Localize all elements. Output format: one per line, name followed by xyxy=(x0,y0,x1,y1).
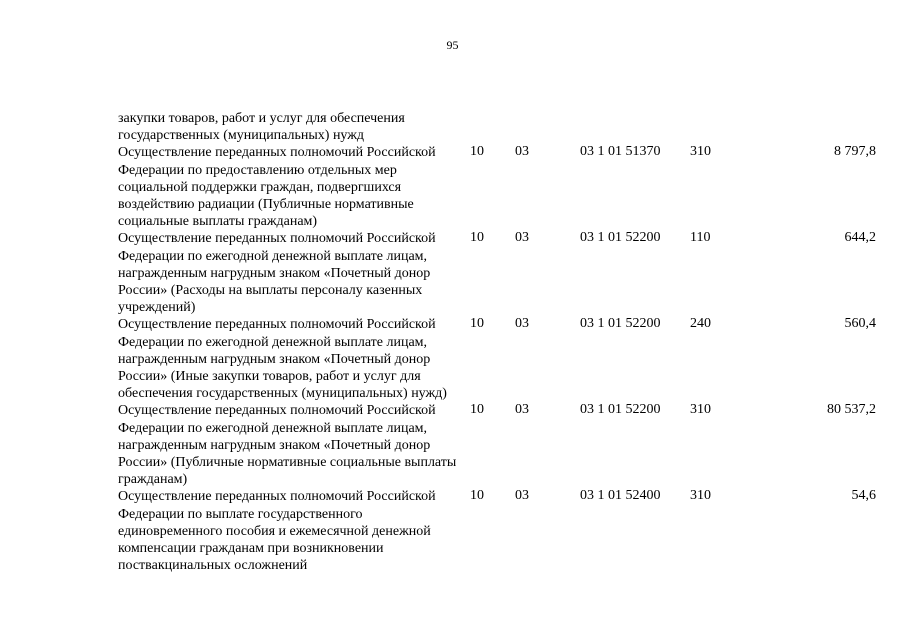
row-amount: 54,6 xyxy=(851,488,876,504)
row-subsection-code: 03 xyxy=(515,316,529,332)
row-expense-type-code: 310 xyxy=(690,488,711,504)
row-amount: 644,2 xyxy=(844,230,876,246)
row-subsection-code: 03 xyxy=(515,402,529,418)
row-section-code: 10 xyxy=(470,402,484,418)
row-amount: 8 797,8 xyxy=(834,144,876,160)
row-subsection-code: 03 xyxy=(515,230,529,246)
row-section-code: 10 xyxy=(470,144,484,160)
row-description: закупки товаров, работ и услуг для обеспечения государственных (муниципальных) нужд xyxy=(118,111,405,144)
row-description: Осуществление переданных полномочий Российской Федерации по предоставлению отдельных мер социальной поддержки граждан, подвергшихся воздействию радиации (Публичные нормативные социальные выплаты гражданам) xyxy=(118,145,436,230)
table-row xyxy=(118,316,878,402)
row-expense-type-code: 310 xyxy=(690,144,711,160)
row-description: Осуществление переданных полномочий Российской Федерации по ежегодной денежной выплате лицам, награжденным нагрудным знаком «Почетный донор России» (Расходы на выплаты персоналу казенных учреждений) xyxy=(118,231,436,316)
row-subsection-code: 03 xyxy=(515,488,529,504)
table-row xyxy=(118,230,878,316)
row-expense-type-code: 240 xyxy=(690,316,711,332)
table-row xyxy=(118,110,878,144)
table-row xyxy=(118,402,878,488)
row-target-article-code: 03 1 01 51370 xyxy=(580,144,661,160)
row-subsection-code: 03 xyxy=(515,144,529,160)
page-number: 95 xyxy=(446,38,459,52)
table-row xyxy=(118,488,878,574)
row-section-code: 10 xyxy=(470,230,484,246)
row-section-code: 10 xyxy=(470,316,484,332)
row-target-article-code: 03 1 01 52200 xyxy=(580,402,661,418)
row-target-article-code: 03 1 01 52400 xyxy=(580,488,661,504)
row-target-article-code: 03 1 01 52200 xyxy=(580,316,661,332)
row-expense-type-code: 310 xyxy=(690,402,711,418)
row-section-code: 10 xyxy=(470,488,484,504)
row-target-article-code: 03 1 01 52200 xyxy=(580,230,661,246)
row-description: Осуществление переданных полномочий Российской Федерации по ежегодной денежной выплате лицам, награжденным нагрудным знаком «Почетный донор России» (Иные закупки товаров, работ и услуг для обеспечения государственных (муниципальных) нужд) xyxy=(118,317,447,402)
row-description: Осуществление переданных полномочий Российской Федерации по выплате государственного единовременного пособия и ежемесячной денежной компенсации гражданам при возникновении поствакцинальных осложнений xyxy=(118,489,436,574)
budget-table xyxy=(118,110,878,574)
row-expense-type-code: 110 xyxy=(690,230,711,246)
row-description: Осуществление переданных полномочий Российской Федерации по ежегодной денежной выплате лицам, награжденным нагрудным знаком «Почетный донор России» (Публичные нормативные социальные выплаты гражданам) xyxy=(118,403,457,488)
row-amount: 560,4 xyxy=(844,316,876,332)
row-amount: 80 537,2 xyxy=(827,402,876,418)
table-row xyxy=(118,144,878,230)
